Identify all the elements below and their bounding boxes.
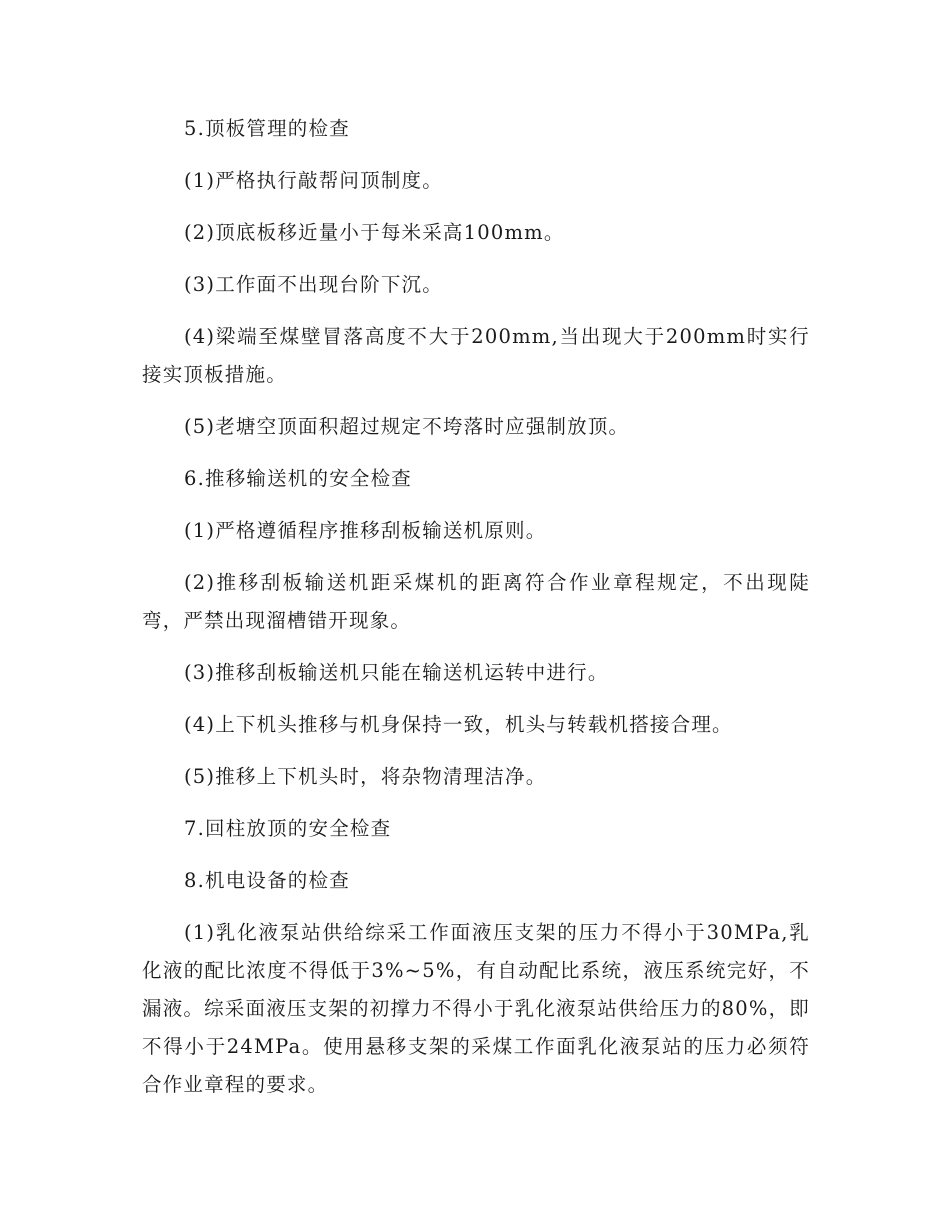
list-item: (4)上下机头推移与机身保持一致，机头与转载机搭接合理。 <box>184 713 733 736</box>
list-item: (5)老塘空顶面积超过规定不垮落时应强制放顶。 <box>184 415 630 438</box>
list-item: (1)严格遵循程序推移刮板输送机原则。 <box>184 519 547 542</box>
list-item: (2)推移刮板输送机距采煤机的距离符合作业章程规定，不出现陡弯，严禁出现溜槽错开现象。 <box>142 571 810 632</box>
list-item: (1)严格执行敲帮问顶制度。 <box>184 169 443 192</box>
list-item: (1)乳化液泵站供给综采工作面液压支架的压力不得小于30MPa,乳化液的配比浓度不得低于3%~5%，有自动配比系统，液压系统完好，不漏液。综采面液压支架的初撑力不得小于乳化液泵站供给压力的80%，即不得小于24MPa。使用悬移支架的采煤工作面乳化液泵站的压力必须符合作业章程的要求。 <box>142 921 810 1096</box>
section-heading-prop-withdrawal: 7.回柱放顶的安全检查 <box>184 817 392 840</box>
list-item: (5)推移上下机头时，将杂物清理洁净。 <box>184 765 547 788</box>
list-item: (2)顶底板移近量小于每米采高100mm。 <box>184 221 565 244</box>
document-body <box>142 110 810 1118</box>
list-item: (4)梁端至煤壁冒落高度不大于200mm,当出现大于200mm时实行接实顶板措施。 <box>142 325 810 386</box>
list-item: (3)工作面不出现台阶下沉。 <box>184 273 443 296</box>
section-heading-conveyor-safety: 6.推移输送机的安全检查 <box>184 467 413 490</box>
section-heading-electromechanical: 8.机电设备的检查 <box>184 869 350 892</box>
section-heading-roof-management: 5.顶板管理的检查 <box>184 117 350 140</box>
list-item: (3)推移刮板输送机只能在输送机运转中进行。 <box>184 661 609 684</box>
